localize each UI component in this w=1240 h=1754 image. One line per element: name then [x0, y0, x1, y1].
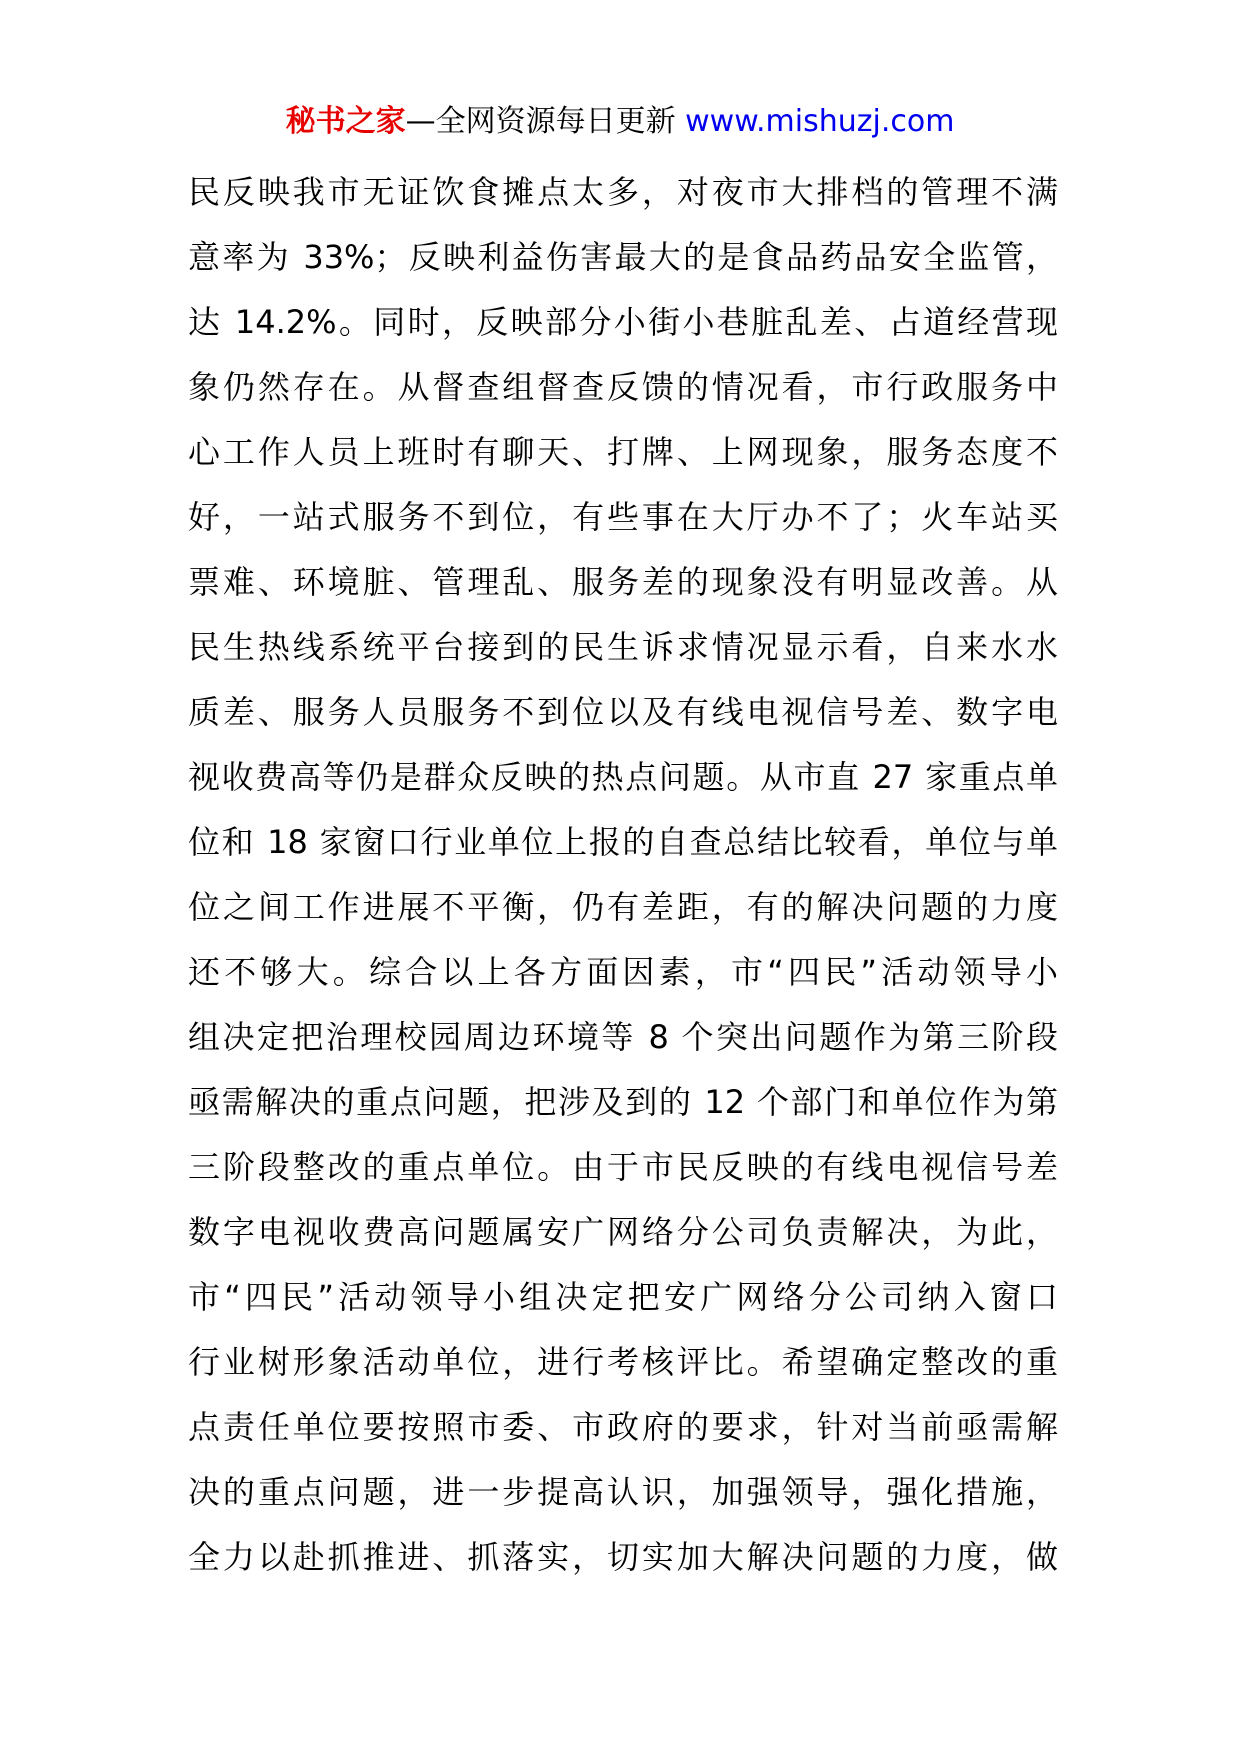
text-line: 视收费高等仍是群众反映的热点问题。从市直 27 家重点单 — [188, 758, 1058, 796]
text-line: 行业树形象活动单位，进行考核评比。希望确定整改的重 — [188, 1343, 1058, 1381]
text-line: 市“四民”活动领导小组决定把安广网络分公司纳入窗口 — [188, 1278, 1058, 1316]
text-line: 达 14.2%。同时，反映部分小街小巷脏乱差、占道经营现 — [188, 303, 1058, 341]
brand-name: 秘书之家 — [285, 104, 406, 139]
text-line: 数字电视收费高问题属安广网络分公司负责解决，为此， — [188, 1213, 1058, 1251]
text-line: 民反映我市无证饮食摊点太多，对夜市大排档的管理不满 — [188, 173, 1058, 211]
text-line: 点责任单位要按照市委、市政府的要求，针对当前亟需解 — [188, 1408, 1058, 1446]
text-line: 决的重点问题，进一步提高认识，加强领导，强化措施， — [188, 1473, 1058, 1511]
text-line: 位之间工作进展不平衡，仍有差距，有的解决问题的力度 — [188, 888, 1058, 926]
text-line: 质差、服务人员服务不到位以及有线电视信号差、数字电 — [188, 693, 1058, 731]
text-line: 位和 18 家窗口行业单位上报的自查总结比较看，单位与单 — [188, 823, 1058, 861]
text-line: 还不够大。综合以上各方面因素，市“四民”活动领导小 — [188, 953, 1058, 991]
header-slogan: —全网资源每日更新 — [405, 104, 676, 139]
page-header — [0, 100, 1240, 144]
text-line: 组决定把治理校园周边环境等 8 个突出问题作为第三阶段 — [188, 1018, 1058, 1056]
text-line: 三阶段整改的重点单位。由于市民反映的有线电视信号差 — [188, 1148, 1058, 1186]
text-line: 好，一站式服务不到位，有些事在大厅办不了；火车站买 — [188, 498, 1058, 536]
text-line: 心工作人员上班时有聊天、打牌、上网现象，服务态度不 — [188, 433, 1058, 471]
website-url: www.mishuzj.com — [685, 104, 955, 139]
text-line: 民生热线系统平台接到的民生诉求情况显示看，自来水水 — [188, 628, 1058, 666]
text-line: 票难、环境脏、管理乱、服务差的现象没有明显改善。从 — [188, 563, 1058, 601]
text-line: 全力以赴抓推进、抓落实，切实加大解决问题的力度，做 — [188, 1538, 1058, 1576]
document-body — [188, 160, 1058, 1590]
text-line: 意率为 33%；反映利益伤害最大的是食品药品安全监管， — [188, 238, 1058, 276]
text-line: 象仍然存在。从督查组督查反馈的情况看，市行政服务中 — [188, 368, 1058, 406]
text-line: 亟需解决的重点问题，把涉及到的 12 个部门和单位作为第 — [188, 1083, 1058, 1121]
